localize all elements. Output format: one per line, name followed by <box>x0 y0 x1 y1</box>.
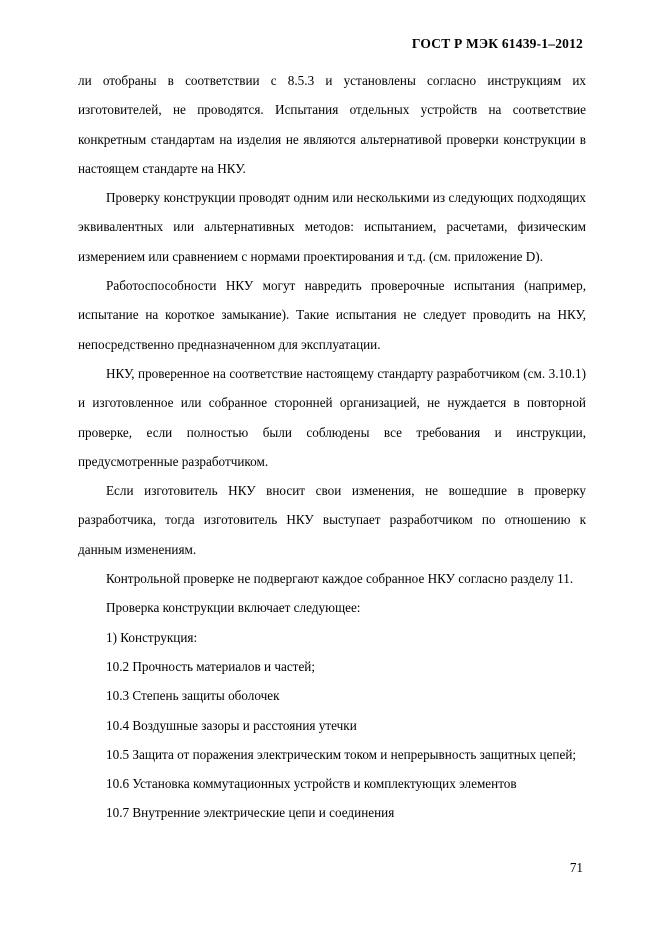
paragraph: Проверку конструкции проводят одним или несколькими из следующих подходящих эквивалентных или альтернативных методов: испытанием, расчетами, физическим измерением или сравнением с нормами проектирования и т.д. (см. приложение D). <box>78 190 586 264</box>
page-header: ГОСТ Р МЭК 61439-1–2012 <box>411 36 583 51</box>
list-item: 10.7 Внутренние электрические цепи и соединения <box>106 805 395 821</box>
list-item: 10.6 Установка коммутационных устройств и комплектующих элементов <box>106 776 517 792</box>
list-item: 10.2 Прочность материалов и частей; <box>106 658 316 674</box>
list-item: 10.4 Воздушные зазоры и расстояния утечки <box>106 717 357 733</box>
paragraph: Работоспособности НКУ могут навредить проверочные испытания (например, испытание на короткое замыкание). Такие испытания не следует проводить на НКУ, непосредственно предназначенном для эксплуатации. <box>78 278 586 352</box>
paragraph: Контрольной проверке не подвергают каждое собранное НКУ согласно разделу 11. <box>106 571 574 587</box>
document-body <box>78 66 586 828</box>
paragraph: ли отобраны в соответствии с 8.5.3 и установлены согласно инструкциям их изготовителей, не проводятся. Испытания отдельных устройств на соответствие конкретным стандартам на изделия не являются альтернативой проверки конструкции в настоящем стандарте на НКУ. <box>78 73 586 176</box>
paragraph: НКУ, проверенное на соответствие настоящему стандарту разработчиком (см. 3.10.1) и изготовленное или собранное сторонней организацией, не нуждается в повторной проверке, если полностью были соблюдены все требования и инструкции, предусмотренные разработчиком. <box>78 365 586 469</box>
list-item: 1) Конструкция: <box>106 629 198 645</box>
page-number: 71 <box>569 860 583 875</box>
paragraph: Проверка конструкции включает следующее: <box>106 600 361 616</box>
list-item: 10.3 Степень защиты оболочек <box>106 688 280 704</box>
list-item: 10.5 Защита от поражения электрическим током и непрерывность защитных цепей; <box>106 746 577 762</box>
paragraph: Если изготовитель НКУ вносит свои изменения, не вошедшие в проверку разработчика, тогда изготовитель НКУ выступает разработчиком по отношению к данным изменениям. <box>78 483 586 557</box>
